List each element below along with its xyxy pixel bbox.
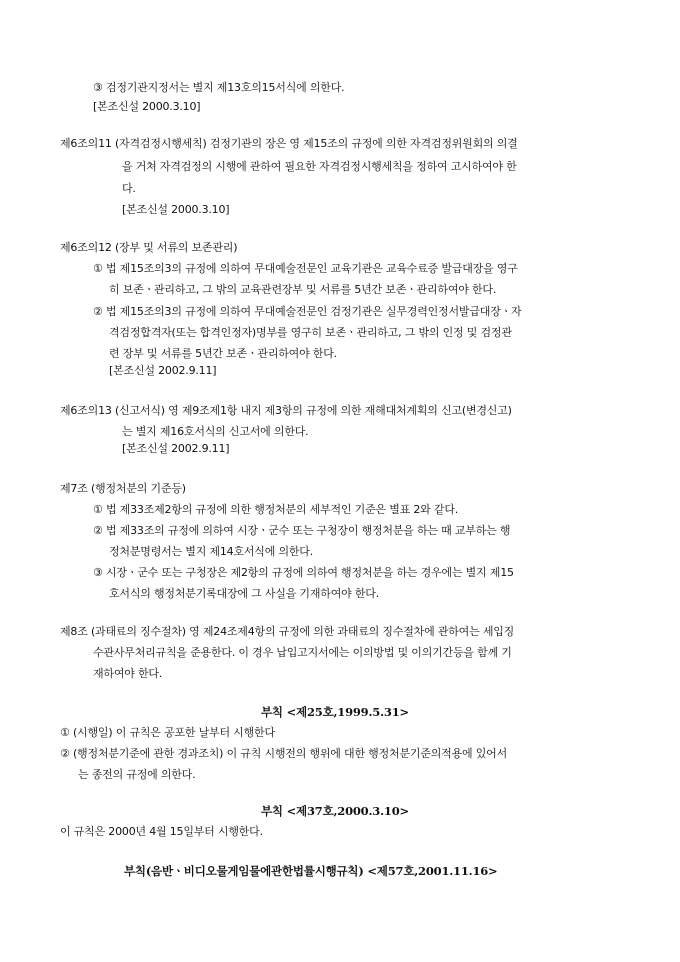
text-line: [본조신설 2000.3.10] bbox=[122, 203, 230, 216]
text-line: 재하여야 한다. bbox=[93, 667, 163, 680]
text-line: 련 장부 및 서류를 5년간 보존ㆍ관리하여야 한다. bbox=[109, 347, 337, 360]
article-heading: 제6조의11 (자격검정시행세칙) 검정기관의 장은 영 제15조의 규정에 의한 자격검정위원회의 의결 bbox=[60, 137, 518, 150]
text-line: 는 별지 제16호서식의 신고서에 의한다. bbox=[122, 425, 309, 438]
text-line: ③ 시장ㆍ군수 또는 구청장은 제2항의 규정에 의하여 행정처분을 하는 경우에는 별지 제15 bbox=[93, 566, 514, 579]
text-line: 호서식의 행정처분기록대장에 그 사실을 기재하여야 한다. bbox=[109, 587, 380, 600]
text-line: ① (시행일) 이 규칙은 공포한 날부터 시행한다 bbox=[60, 726, 275, 739]
text-line: 이 규칙은 2000년 4월 15일부터 시행한다. bbox=[60, 825, 263, 838]
text-line: 다. bbox=[122, 182, 136, 195]
text-line: [본조신설 2002.9.11] bbox=[109, 364, 217, 377]
text-line: ① 법 제15조의3의 규정에 의하여 무대예술전문인 교육기관은 교육수료증 발급대장을 영구 bbox=[93, 262, 518, 275]
supplementary-heading: 부칙 <제37호,2000.3.10> bbox=[261, 804, 409, 818]
text-line: ② (행정처분기준에 관한 경과조치) 이 규칙 시행전의 행위에 대한 행정처분기준의적용에 있어서 bbox=[60, 747, 507, 760]
text-line: ① 법 제33조제2항의 규정에 의한 행정처분의 세부적인 기준은 별표 2와 같다. bbox=[93, 503, 459, 516]
text-line: [본조신설 2002.9.11] bbox=[122, 442, 230, 455]
supplementary-heading: 부칙 <제25호,1999.5.31> bbox=[261, 705, 409, 719]
text-line: ③ 검정기관지정서는 별지 제13호의15서식에 의한다. bbox=[93, 81, 345, 94]
text-line: 는 종전의 규정에 의한다. bbox=[78, 768, 196, 781]
article-heading: 제8조 (과태료의 징수절차) 영 제24조제4항의 규정에 의한 과태료의 징수절차에 관하여는 세입징 bbox=[60, 625, 515, 638]
text-line: [본조신설 2000.3.10] bbox=[93, 100, 201, 113]
text-line: 히 보존ㆍ관리하고, 그 밖의 교육관련장부 및 서류를 5년간 보존ㆍ관리하여야 한다. bbox=[109, 283, 497, 296]
text-line: 을 거쳐 자격검정의 시행에 관하여 필요한 자격검정시행세칙을 정하여 고시하여야 한 bbox=[122, 160, 517, 173]
text-line: ② 법 제33조의 규정에 의하여 시장ㆍ군수 또는 구청장이 행정처분을 하는 때 교부하는 행 bbox=[93, 524, 511, 537]
text-line: 정처분명령서는 별지 제14호서식에 의한다. bbox=[109, 545, 314, 558]
text-line: 격검정합격자(또는 합격인정자)명부를 영구히 보존ㆍ관리하고, 그 밖의 인정 및 검정관 bbox=[109, 326, 512, 339]
article-heading: 제6조의13 (신고서식) 영 제9조제1항 내지 제3항의 규정에 의한 재해대처계획의 신고(변경신고) bbox=[60, 404, 512, 417]
text-line: ② 법 제15조의3의 규정에 의하여 무대예술전문인 검정기관은 실무경력인정서발급대장ㆍ자 bbox=[93, 305, 522, 318]
supplementary-heading: 부칙(음반ㆍ비디오물게임물에관한법률시행규칙) <제57호,2001.11.16> bbox=[124, 864, 498, 878]
text-line: 수관사무처리규칙을 준용한다. 이 경우 납입고지서에는 이의방법 및 이의기간등을 함께 기 bbox=[93, 646, 512, 659]
article-heading: 제6조의12 (장부 및 서류의 보존관리) bbox=[60, 241, 238, 254]
article-heading: 제7조 (행정처분의 기준등) bbox=[60, 482, 186, 495]
